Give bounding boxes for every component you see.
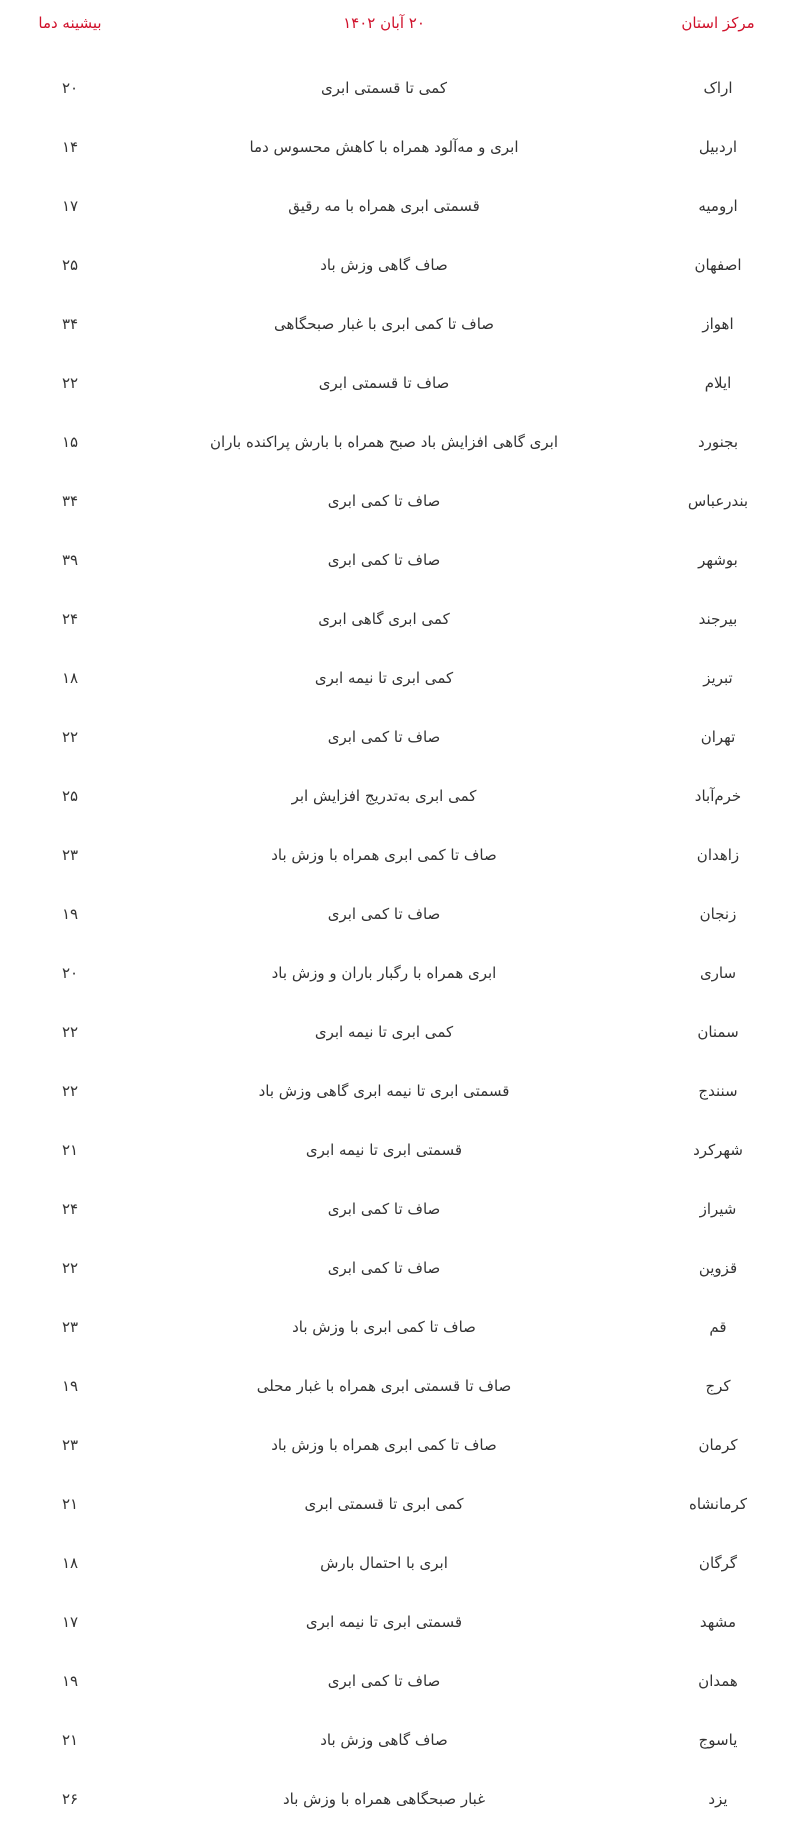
table-row [30,1474,778,1533]
city-cell: همدان [698,1671,738,1690]
temp-cell: ۲۲ [61,1022,79,1041]
forecast-cell: کمی ابری تا نیمه ابری [314,668,454,687]
table-row [30,1592,778,1651]
forecast-cell: صاف تا کمی ابری [327,491,441,510]
city-cell: یاسوج [698,1730,738,1749]
forecast-cell: قسمتی ابری تا نیمه ابری گاهی وزش باد [258,1081,510,1100]
temp-cell: ۲۵ [61,786,79,805]
city-cell: کرمانشاه [688,1494,747,1513]
temp-cell: ۲۳ [61,845,79,864]
city-cell: اهواز [702,314,734,333]
city-cell: ایلام [704,373,732,392]
forecast-cell: ابری با احتمال بارش [320,1553,448,1572]
city-cell: تبریز [703,668,733,687]
city-cell: قزوین [698,1258,738,1277]
city-cell: شهرکرد [693,1140,743,1159]
table-row [30,1651,778,1710]
forecast-cell: صاف تا کمی ابری همراه با وزش باد [271,1435,497,1454]
city-cell: زنجان [699,904,737,923]
table-row [30,176,778,235]
table-row [30,943,778,1002]
city-cell: تهران [700,727,736,746]
forecast-cell: قسمتی ابری تا نیمه ابری [305,1612,463,1631]
temp-cell: ۲۵ [61,255,79,274]
table-row [30,294,778,353]
forecast-cell: ابری و مه‌آلود همراه با کاهش محسوس دما [249,137,519,156]
temp-cell: ۱۸ [61,668,79,687]
city-cell: کرمان [698,1435,738,1454]
table-header-row [30,0,778,46]
temp-cell: ۲۳ [61,1435,79,1454]
city-cell: اراک [703,78,733,97]
city-cell: قم [709,1317,727,1336]
temp-cell: ۱۵ [61,432,79,451]
temp-cell: ۳۹ [61,550,79,569]
temp-cell: ۱۹ [61,1671,79,1690]
table-row [30,1415,778,1474]
table-row [30,1179,778,1238]
forecast-cell: صاف تا کمی ابری [327,1671,441,1690]
table-row [30,1533,778,1592]
temp-cell: ۲۴ [61,609,79,628]
city-cell: بیرجند [698,609,738,628]
temp-cell: ۲۶ [61,1789,79,1808]
table-body [30,58,778,1828]
temp-cell: ۳۴ [61,491,79,510]
table-row [30,589,778,648]
city-cell: سنندج [698,1081,738,1100]
table-row [30,825,778,884]
header-date: ۲۰ آبان ۱۴۰۲ [343,14,425,32]
city-cell: یزد [708,1789,728,1808]
table-row [30,648,778,707]
temp-cell: ۲۲ [61,1081,79,1100]
temp-cell: ۱۷ [61,1612,79,1631]
city-cell: زاهدان [696,845,740,864]
forecast-cell: صاف تا قسمتی ابری همراه با غبار محلی [256,1376,512,1395]
city-cell: اصفهان [694,255,742,274]
temp-cell: ۱۷ [61,196,79,215]
forecast-cell: صاف گاهی وزش باد [320,1730,448,1749]
city-cell: گرگان [698,1553,738,1572]
city-cell: اردبیل [698,137,738,156]
temp-cell: ۲۰ [61,78,79,97]
table-row [30,1061,778,1120]
forecast-cell: صاف تا کمی ابری [327,1258,441,1277]
table-row [30,530,778,589]
table-row [30,412,778,471]
table-row [30,471,778,530]
forecast-cell: کمی تا قسمتی ابری [321,78,447,97]
temp-cell: ۲۲ [61,727,79,746]
forecast-cell: قسمتی ابری تا نیمه ابری [305,1140,463,1159]
forecast-cell: غبار صبحگاهی همراه با وزش باد [282,1789,486,1808]
city-cell: کرج [705,1376,731,1395]
table-row [30,1002,778,1061]
city-cell: ارومیه [698,196,738,215]
forecast-cell: صاف گاهی وزش باد [320,255,448,274]
forecast-cell: صاف تا کمی ابری [327,1199,441,1218]
temp-cell: ۲۳ [61,1317,79,1336]
city-cell: ساری [699,963,737,982]
table-row [30,235,778,294]
table-row [30,1710,778,1769]
forecast-cell: کمی ابری به‌تدریج افزایش ابر [291,786,477,805]
table-row [30,766,778,825]
temp-cell: ۲۲ [61,1258,79,1277]
forecast-cell: صاف تا کمی ابری با وزش باد [292,1317,476,1336]
temp-cell: ۱۸ [61,1553,79,1572]
temp-cell: ۱۹ [61,904,79,923]
city-cell: بجنورد [697,432,739,451]
forecast-cell: صاف تا کمی ابری با غبار صبحگاهی [273,314,495,333]
table-row [30,353,778,412]
city-cell: بوشهر [698,550,738,569]
forecast-cell: کمی ابری تا قسمتی ابری [304,1494,464,1513]
forecast-cell: صاف تا قسمتی ابری [318,373,450,392]
header-max-temp: بیشینه دما [38,14,102,32]
temp-cell: ۲۱ [61,1494,79,1513]
table-row [30,117,778,176]
forecast-cell: ابری گاهی افزایش باد صبح همراه با بارش پراکنده باران [210,432,558,451]
header-city: مرکز استان [681,14,755,32]
table-row [30,1238,778,1297]
table-row [30,1120,778,1179]
forecast-cell: ابری همراه با رگبار باران و وزش باد [271,963,497,982]
table-row [30,1769,778,1828]
city-cell: سمنان [697,1022,739,1041]
forecast-cell: صاف تا کمی ابری [327,550,441,569]
temp-cell: ۱۴ [61,137,79,156]
table-row [30,707,778,766]
temp-cell: ۲۱ [61,1730,79,1749]
table-row [30,58,778,117]
forecast-cell: صاف تا کمی ابری [327,904,441,923]
forecast-cell: کمی ابری تا نیمه ابری [314,1022,454,1041]
city-cell: شیراز [699,1199,737,1218]
temp-cell: ۲۱ [61,1140,79,1159]
city-cell: بندرعباس [687,491,749,510]
temp-cell: ۲۰ [61,963,79,982]
city-cell: مشهد [699,1612,737,1631]
temp-cell: ۲۲ [61,373,79,392]
temp-cell: ۳۴ [61,314,79,333]
table-row [30,1356,778,1415]
table-row [30,884,778,943]
forecast-cell: صاف تا کمی ابری [327,727,441,746]
forecast-cell: کمی ابری گاهی ابری [318,609,450,628]
temp-cell: ۱۹ [61,1376,79,1395]
city-cell: خرم‌آباد [694,786,742,805]
forecast-cell: صاف تا کمی ابری همراه با وزش باد [271,845,497,864]
table-row [30,1297,778,1356]
temp-cell: ۲۴ [61,1199,79,1218]
forecast-cell: قسمتی ابری همراه با مه رقیق [288,196,480,215]
